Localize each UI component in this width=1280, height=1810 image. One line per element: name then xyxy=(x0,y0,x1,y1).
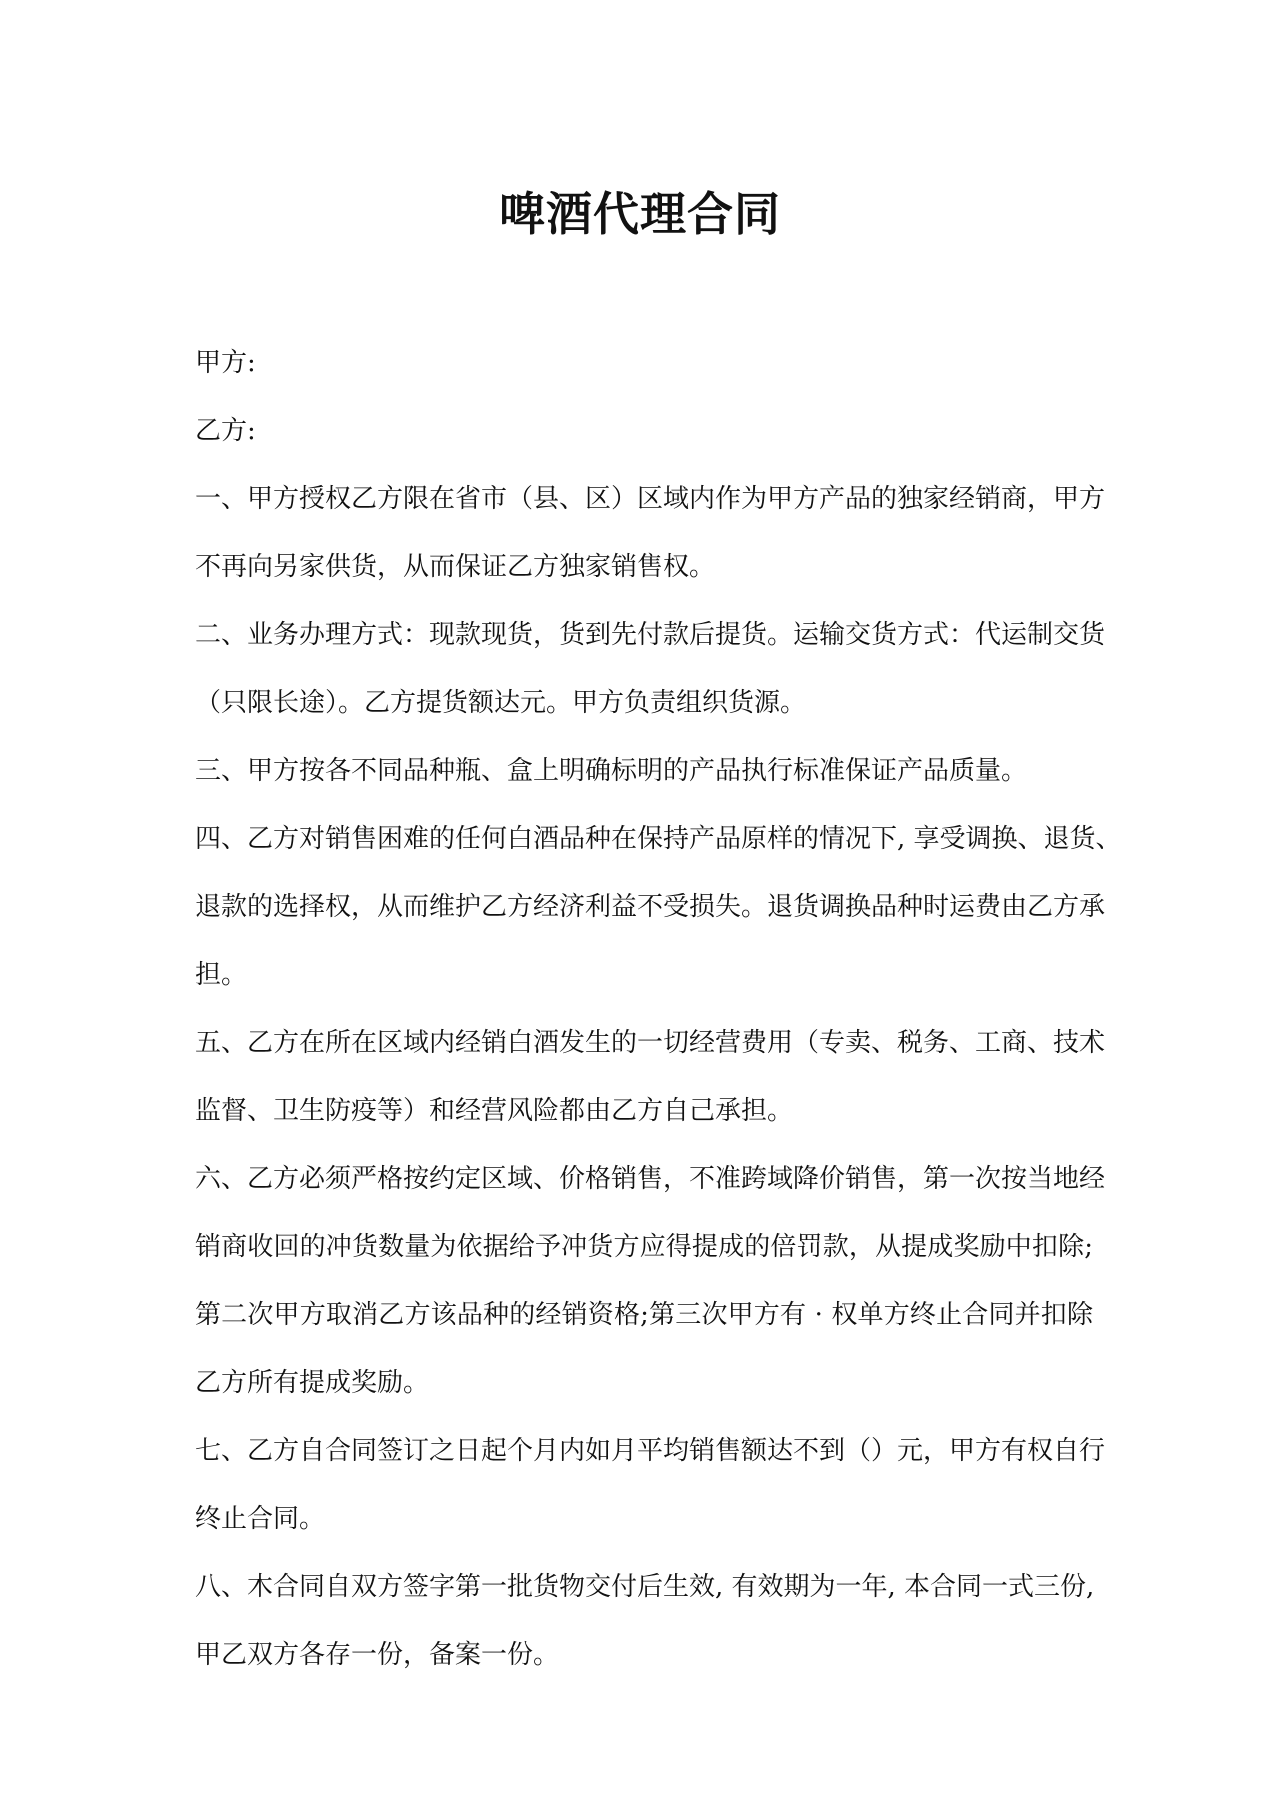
contract-line: 甲乙双方各存一份，备案一份。 xyxy=(195,1640,560,1670)
contract-line: 六、乙方必须严格按约定区域、价格销售，不准跨域降价销售，第一次按当地经 xyxy=(195,1164,1106,1194)
contract-line: 二、业务办理方式：现款现货，货到先付款后提货。运输交货方式：代运制交货 xyxy=(195,620,1106,650)
contract-line: 一、甲方授权乙方限在省市（县、区）区域内作为甲方产品的独家经销商，甲方 xyxy=(195,484,1106,514)
contract-line: 四、乙方对销售困难的任何白酒品种在保持产品原样的情况下, 享受调换、退货、 xyxy=(195,824,1122,854)
contract-line: 乙方所有提成奖励。 xyxy=(195,1368,430,1398)
contract-body xyxy=(195,329,1122,1689)
contract-line: 不再向另家供货，从而保证乙方独家销售权。 xyxy=(195,552,716,582)
contract-line: 监督、卫生防疫等）和经营风险都由乙方自己承担。 xyxy=(195,1096,794,1126)
contract-line: 三、甲方按各不同品种瓶、盒上明确标明的产品执行标准保证产品质量。 xyxy=(195,756,1028,786)
contract-line: 第二次甲方取消乙方该品种的经销资格;第三次甲方有 · 权单方终止合同并扣除 xyxy=(195,1300,1093,1330)
contract-line: 七、乙方自合同签订之日起个月内如月平均销售额达不到（）元，甲方有权自行 xyxy=(195,1436,1106,1466)
contract-line: 甲方: xyxy=(195,348,256,378)
contract-line: 五、乙方在所在区域内经销白酒发生的一切经营费用（专卖、税务、工商、技术 xyxy=(195,1028,1106,1058)
contract-line: 八、木合同自双方签字第一批货物交付后生效, 有效期为一年, 本合同一式三份, xyxy=(195,1572,1095,1602)
contract-line: （只限长途）。乙方提货额达元。甲方负责组织货源。 xyxy=(195,688,807,718)
contract-line: 乙方: xyxy=(195,416,256,446)
contract-line: 销商收回的冲货数量为依据给予冲货方应得提成的倍罚款，从提成奖励中扣除; xyxy=(195,1232,1093,1262)
document-title: 啤酒代理合同 xyxy=(499,187,781,241)
contract-line: 担。 xyxy=(195,960,248,990)
contract-line: 终止合同。 xyxy=(195,1504,326,1534)
contract-line: 退款的选择权，从而维护乙方经济利益不受损失。退货调换品种时运费由乙方承 xyxy=(195,892,1106,922)
